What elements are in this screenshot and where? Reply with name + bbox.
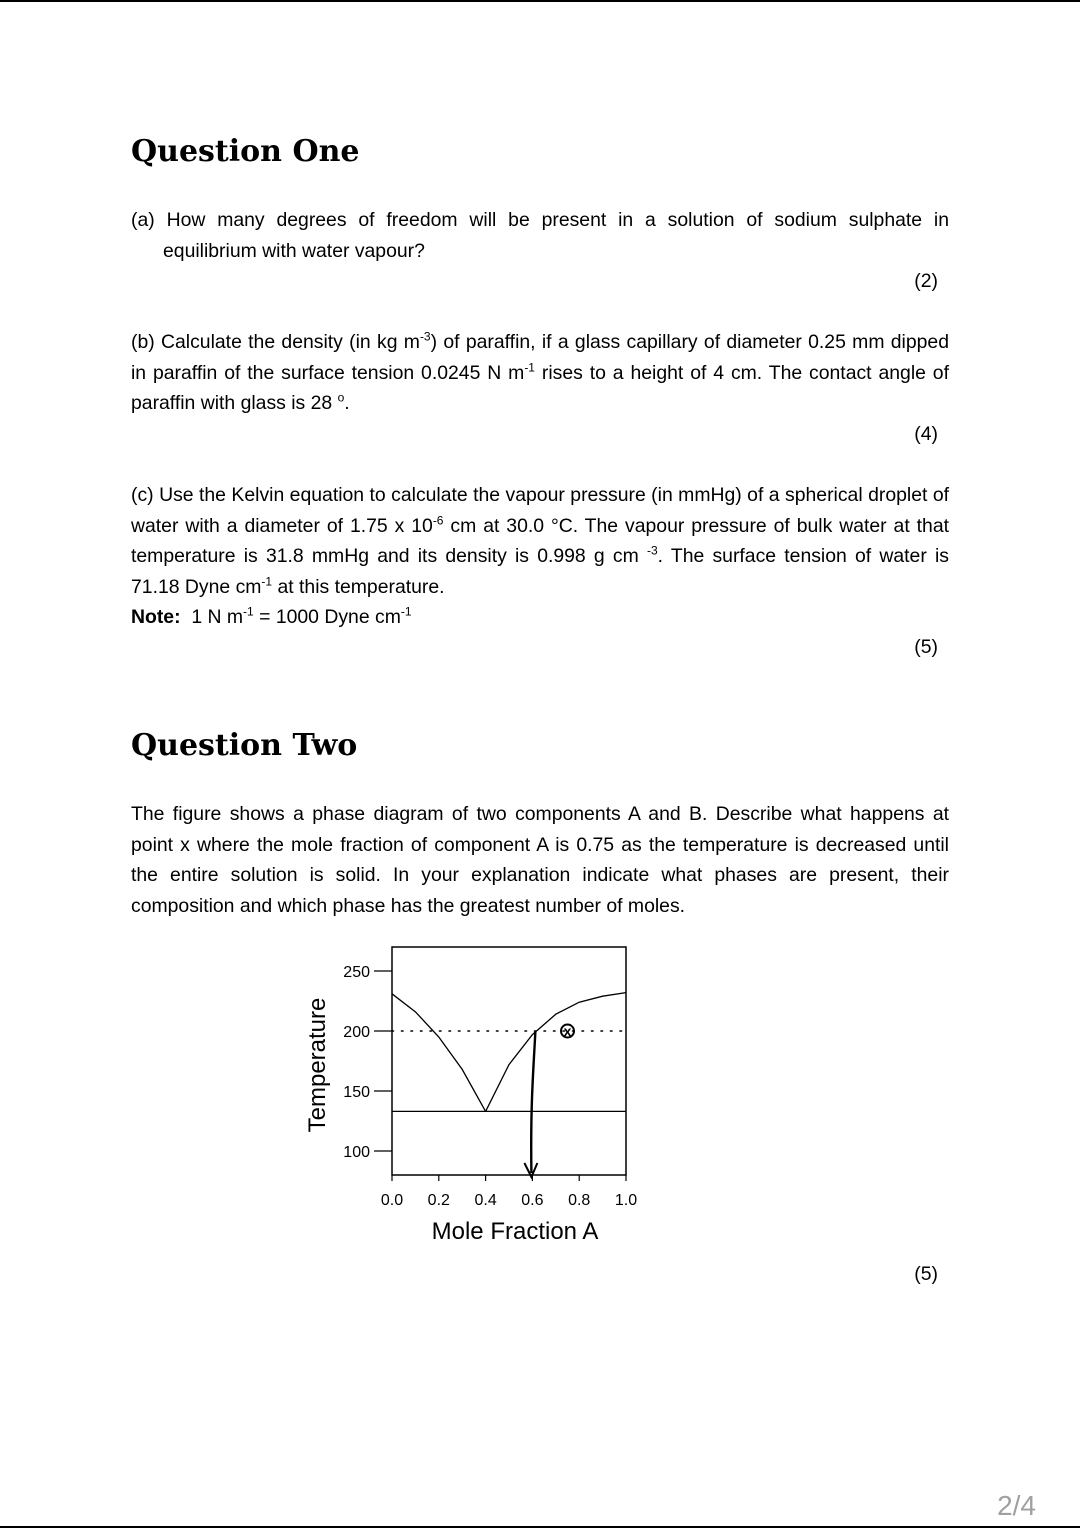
x-tick-label: 0.2 — [427, 1192, 450, 1209]
part-b-sup-3: o — [337, 390, 345, 405]
part-c-text-4: at this temperature. — [272, 575, 445, 598]
note-label: Note: — [131, 606, 181, 628]
x-tick-label: 0.8 — [568, 1192, 591, 1209]
x-tick-label: 0.6 — [521, 1192, 544, 1209]
part-c-text-3: . The surface tension of water is 71.18 Dyne cm — [131, 545, 949, 598]
part-b-label: (b) — [131, 331, 155, 353]
note-sup-1: -1 — [243, 604, 254, 619]
part-c-label: (c) — [131, 484, 154, 506]
part-a-text: How many degrees of freedom will be present in a solution of sodium sulphate in equilibrium with water vapour? — [163, 209, 949, 262]
question-one-part-b — [131, 327, 949, 419]
part-b-sup-1: -3 — [419, 329, 431, 344]
series-liquidus-left — [392, 994, 486, 1112]
y-tick-label: 200 — [343, 1024, 370, 1041]
page-number: 2/4 — [997, 1490, 1036, 1521]
part-a-label: (a) — [131, 209, 155, 231]
part-c-text-1: Use the Kelvin equation to calculate the vapour pressure (in mmHg) of a spherical droplet of water with a diameter of 1.75 x 10 — [131, 484, 949, 537]
question-two-text: The figure shows a phase diagram of two components A and B. Describe what happens at point x where the mole fraction of component A is 0.75 as the temperature is decreased until the entire solution is solid. In your explanation indicate what phases are present, their composition and which phase has the greatest number of moles. — [131, 803, 949, 917]
question-one-heading: Question One — [131, 134, 360, 169]
question-two-heading: Question Two — [131, 728, 358, 763]
x-axis-label: Mole Fraction A — [431, 1218, 599, 1245]
part-b-text-3: rises to a height of 4 cm. The contact angle of paraffin with glass is 28 — [131, 361, 949, 414]
part-b-text-2: ) of paraffin, if a glass capillary of diameter 0.25 mm dipped in paraffin of the surface tension 0.0245 N m — [131, 331, 949, 384]
series-liquidus-right — [486, 993, 626, 1112]
x-tick-label: 0.4 — [474, 1192, 497, 1209]
y-tick-label: 150 — [343, 1084, 370, 1101]
plot-frame — [392, 947, 626, 1175]
question-one-part-a — [131, 205, 949, 266]
y-tick-label: 100 — [343, 1144, 370, 1161]
part-c-text-2: cm at 30.0 °C. The vapour pressure of bulk water at that temperature is 31.8 mmHg and its density is 0.998 g cm — [131, 514, 949, 567]
y-axis-label: Temperature — [304, 997, 331, 1133]
cooling-arrow-shaft — [531, 1031, 535, 1173]
chart-layer — [343, 947, 637, 1209]
part-b-sup-2: -1 — [524, 360, 535, 375]
question-one-part-c — [131, 480, 949, 633]
part-b-marks: (4) — [914, 423, 938, 445]
part-b-text-1: Calculate the density (in kg m — [161, 331, 420, 353]
bottom-rule — [0, 1526, 1080, 1528]
question-two-marks: (5) — [914, 1263, 938, 1285]
x-tick-label: 1.0 — [614, 1192, 638, 1209]
y-tick-label: 250 — [343, 964, 370, 981]
part-c-marks: (5) — [914, 636, 938, 658]
part-c-sup-1: -6 — [432, 513, 444, 528]
note-sup-2: -1 — [400, 604, 412, 619]
part-c-sup-2: -3 — [646, 543, 658, 558]
top-rule — [0, 0, 1080, 2]
part-b-text-4: . — [344, 392, 350, 414]
note-text-1: 1 N m — [191, 606, 244, 628]
part-c-sup-3: -1 — [261, 574, 273, 589]
x-tick-label: 0.0 — [380, 1192, 404, 1209]
note-text-2: = 1000 Dyne cm — [253, 606, 401, 628]
part-a-marks: (2) — [914, 270, 938, 292]
point-x-label: x — [563, 1023, 572, 1039]
phase-diagram — [290, 935, 650, 1255]
